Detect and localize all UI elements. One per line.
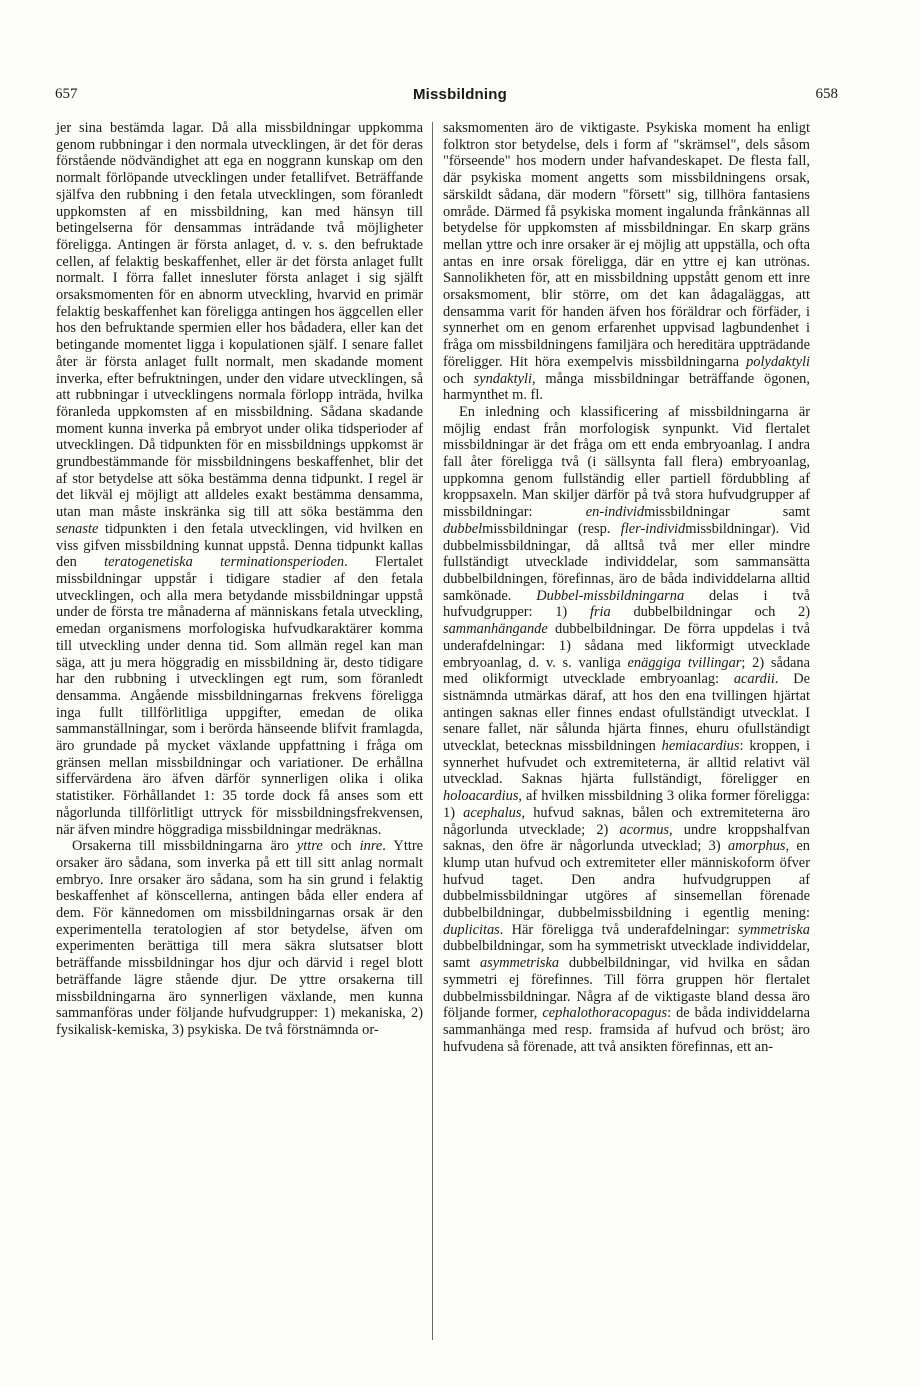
term-amorphus: amorphus	[727, 838, 786, 855]
term-enaggiga: enäggiga tvillingar	[627, 654, 742, 671]
term-cephalothoracopagus: cephalothoracopagus	[542, 1005, 668, 1022]
term-fler-individ: fler-individ	[620, 520, 686, 537]
term-acephalus: acephalus	[463, 804, 522, 821]
term-symmetriska: symmetriska	[738, 921, 810, 938]
page-number-right: 658	[815, 86, 838, 102]
left-paragraph-1: jer sina bestämda lagar. Då alla missbildningar uppkomma genom rubbningar i den normala utvecklingen, är det för deras förstående nödvändighet att ega en noggrann kunskap om den normalt förlöpande utvecklingen under fetallifvet. Beträffande själfva den rubbning i den fetala utvecklingen, som föranledt uppkomsten af en missbildning, kan med hänsyn till betingelserna för densammas inträdande två möjligheter föreligga. Antingen är första anlaget, d. v. s. den befruktade cellen, af felaktig beskaffenhet, eller är det första anlaget fullt normalt. I förra fallet innesluter första anlaget i sig själft orsaksmomenten för en abnorm utveckling, hvarvid en primär felaktig beskaffenhet kan föreligga antingen hos äggcellen eller hos den befruktande spermien eller hos bådadera, eller kan det betingande momentet ligga i kopulationen själf. I senare fallet åter är första anlaget fullt normalt, men skadande moment inverka, efter befruktningen, under den vidare utvecklingen, så att rubbningar i utvecklingens normala förlopp inträda, hvilka föranleda uppkomsten af en missbildning. Sådana skadande moment kunna inverka på embryot under olika tidsperioder af utvecklingen. Då tidpunkten för en missbildnings uppkomst är grundbestämmande för missbildningens beskaffenhet, blir det af stor betydelse att söka bestämma denna tidpunkt. I regel är det likväl ej möjligt att alldeles exakt bestämma densamma, utan man måste inskränka sig till att söka bestämma den senaste tidpunkten i den fetala utvecklingen, vid hvilken en viss gifven missbildning kunnat uppstå. Denna tidpunkt kallas den teratogenetiska terminationsperioden. Flertalet missbildningar uppstår i tidigare stadier af den fetala utvecklingen, och alla mera betydande missbildningar uppstå under de första tre månaderna af människans fetala utveckling, emedan organismens morfologiska hufvudkaraktärer komma till utveckling under denna tid. Som allmän regel kan man säga, att ju mera höggradig en missbildning är, desto tidigare har den rubbning i utvecklingen egt rum, som föranledt densamma. Angående missbildningarnas frekvens föreligga inga fullt tillförlitliga uppgifter, emedan de olika sammanställningar, som i berörda hänseende blifvit framlagda, äro grundade på mycket växlande uppfattning i fråga om gränsen mellan missbildningar och variationer. De erhållna siffervärdena äro äfven därför synnerligen olika i olika statistiker. Förhållandet 1: 35 torde dock få anses som ett någorlunda tillförlitligt uttryck för missbildningsfrekvensen, när äfven mindre höggradiga missbildningar medräknas.	[56, 120, 423, 838]
term-syndaktyli: syndaktyli	[473, 370, 532, 387]
term-senaste: senaste	[56, 520, 99, 537]
term-asymmetriska: asymmetriska	[479, 955, 560, 972]
term-en-individ: en-individ	[585, 504, 645, 521]
left-paragraph-2: Orsakerna till missbildningarna äro yttre och inre. Yttre orsaker äro sådana, som inverka på ett till sitt anlag normalt embryo. Inre orsaker äro sådana, som ha sin grund i felaktig beskaffenhet af könscellerna, antingen båda eller endera af dem. För kännedomen om missbildningarnas orsak är den experimentella teratologien af stor betydelse, äfven om experimenten berättiga till mera säkra slutsatser blott beträffande missbildningar hos djur och därvid i regel blott beträffande lägre stående djur. De yttre orsakerna till missbildningarna äro synnerligen växlande, men kunna sammanföras under följande hufvudgrupper: 1) mekaniska, 2) fysikalisk-kemiska, 3) psykiska. De två förstnämnda or-	[56, 838, 423, 1038]
term-holoacardius: holoacardius	[443, 788, 519, 805]
term-polydaktyli: polydaktyli	[746, 353, 810, 370]
term-dubbel-missbildningarna: Dubbel-missbildningarna	[536, 587, 685, 604]
page-header	[0, 86, 920, 108]
right-paragraph-1: saksmomenten äro de viktigaste. Psykiska moment ha enligt folktron stor betydelse, dels i form af "skrämsel", dels såsom "förseende" hos modern under hafvandeskapet. De flesta fall, där psykiska moment angetts som missbildningens orsak, särskildt sådana, där modern "försett" sig, tillhöra fantasiens område. Därmed få psykiska moment ingalunda frånkännas all betydelse för uppkomsten af missbildningar. En skarp gräns mellan yttre och inre orsaker är ej möjlig att uppställa, och ofta antas en inre orsak föreligga, där en yttre ej kan utrönas. Sannolikheten för, att en missbildning uppstått genom ett inre orsaksmoment, blir större, om det kan ådagaläggas, att densamma varit för handen äfven hos föräldrar och förfäder, i synnerhet om en genom erfarenhet uppvisad lagbundenhet i fråga om missbildningens familjära och hereditära uppträdande föreligger. Hit höra exempelvis missbildningarna polydaktyli och syndaktyli, många missbildningar beträffande ögonen, harmynthet m. fl.	[443, 120, 810, 404]
page-number-left: 657	[55, 86, 78, 102]
term-teratogenetiska: teratogenetiska terminationsperioden	[104, 554, 345, 571]
term-acardii: acardii	[733, 671, 775, 688]
term-dubbel: dubbel	[443, 520, 483, 537]
right-paragraph-2: En inledning och klassificering af missbildningarna är möjlig endast från morfologisk synpunkt. Vid flertalet missbildningar är det fråga om ett enda embryoanlag. I andra fall åter föreligga två (i sällsynta fall flera) embryoanlag, uppkomna genom fullständig eller partiell fördubbling af kroppsaxeln. Man skiljer därför på två stora hufvudgrupper af missbildningar: en-individmissbildningar samt dubbelmissbildningar (resp. fler-individmissbildningar). Vid dubbelmissbildningar, då alltså två mer eller mindre fullständigt utvecklade individdelar, som sammansätta dubbelbildningen, förefinnas, äro de båda individdelarna alltid samkönade. Dubbel-missbildningarna delas i två hufvudgrupper: 1) fria dubbelbildningar och 2) sammanhängande dubbelbildningar. De förra uppdelas i två underafdelningar: 1) sådana med likformigt utvecklade embryoanlag, d. v. s. vanliga enäggiga tvillingar; 2) sådana med olikformigt utvecklade embryoanlag: acardii. De sistnämnda utmärkas däraf, att hos den ena tvillingen hjärtat antingen saknas eller finnes endast ofullständigt utvecklat. I senare fallet, när sålunda hjärta finnes, ehuru ofullständigt utvecklat, betecknas missbildningen hemiacardius: kroppen, i synnerhet hufvudet och extremiteterna, är alltid relativt väl utvecklad. Saknas hjärta fullständigt, föreligger en holoacardius, af hvilken missbildning 3 olika former föreligga: 1) acephalus, hufvud saknas, bålen och extremiteterna äro någorlunda utvecklade; 2) acormus, undre kroppshalfvan saknas, den öfre är någorlunda utvecklad; 3) amorphus, en klump utan hufvud och extremiteter eller människoform öfver hufvud taget. Den andra hufvudgruppen af dubbelmissbildningar utgöres af sinsemellan förenade dubbelbildningar, dubbelmissbildning i egentlig mening: duplicitas. Här föreligga två underafdelningar: symmetriska dubbelbildningar, som ha symmetriskt utvecklade individdelar, samt asymmetriska dubbelbildningar, vid hvilka en sådan symmetri ej förefinnes. Till förra gruppen hör flertalet dubbelmissbildningar. Några af de viktigaste bland dessa äro följande former, cephalothoracopagus: de båda individdelarna sammanhänga med resp. framsida af hufvud och bröst; äro hufvudena så förenade, att två ansikten förefinnas, ett an-	[443, 403, 811, 1055]
running-title: Missbildning	[412, 86, 508, 103]
left-column	[56, 120, 423, 1039]
term-yttre: yttre	[296, 838, 323, 855]
column-divider	[432, 122, 433, 1340]
term-fria: fria	[589, 604, 611, 621]
right-column	[443, 120, 810, 1055]
term-sammanhangande: sammanhängande	[443, 621, 548, 638]
term-hemiacardius: hemiacardius	[661, 738, 740, 755]
term-acormus: acormus	[619, 821, 670, 838]
term-duplicitas: duplicitas	[443, 921, 500, 938]
term-inre: inre	[359, 838, 383, 855]
